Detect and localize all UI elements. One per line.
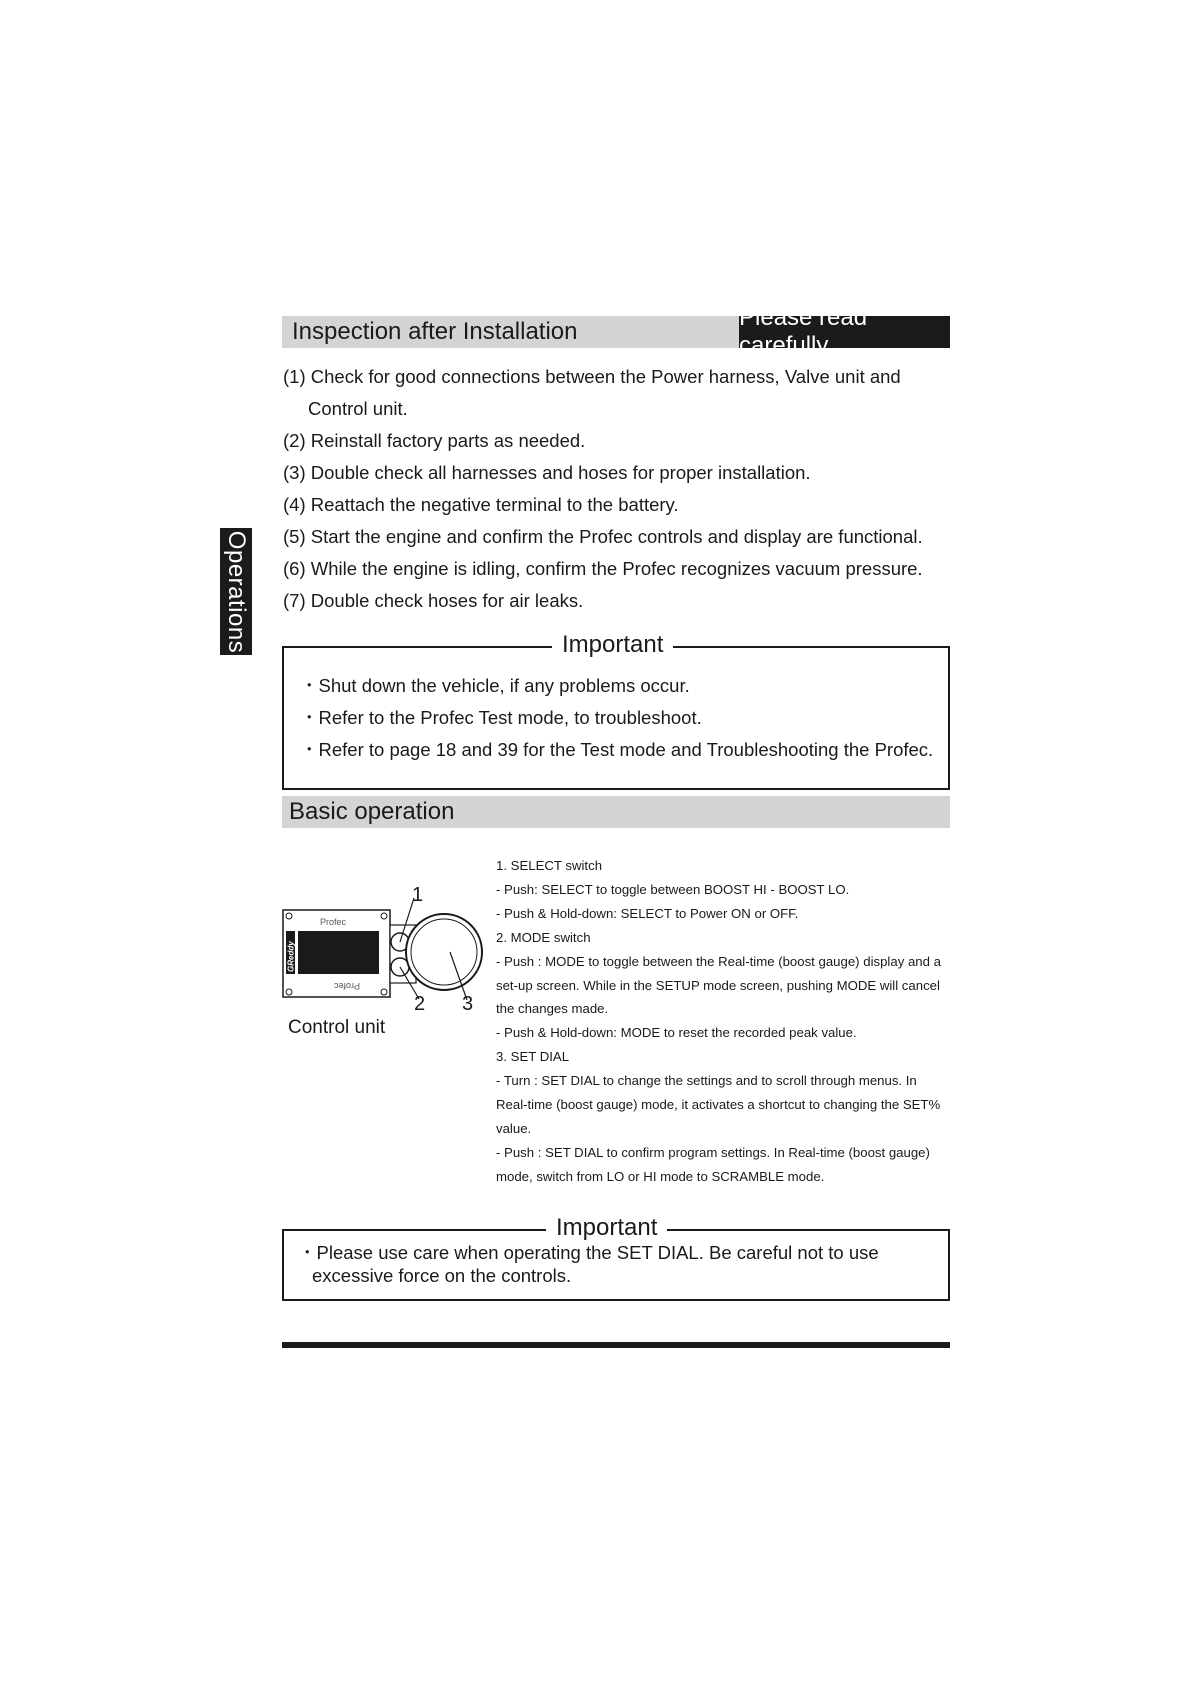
- side-tab-operations: [220, 528, 252, 655]
- side-tab-label: Operations: [223, 530, 250, 653]
- important-item: ・Refer to the Profec Test mode, to troubleshoot.: [300, 707, 702, 728]
- step-item: (2) Reinstall factory parts as needed.: [283, 430, 586, 451]
- brand-text-bottom: Profec: [333, 981, 360, 991]
- step-item: (1) Check for good connections between the Power harness, Valve unit and Control unit.: [283, 366, 901, 419]
- control-unit-diagram: [280, 880, 490, 1020]
- description-line: set-up screen. While in the SETUP mode screen, pushing MODE will cancel: [496, 977, 940, 993]
- basic-operation-title: Basic operation: [289, 798, 455, 825]
- description-line: - Turn : SET DIAL to change the settings and to scroll through menus. In: [496, 1073, 917, 1089]
- description-line: Real-time (boost gauge) mode, it activates a shortcut to changing the SET%: [496, 1097, 941, 1113]
- description-line: - Push & Hold-down: MODE to reset the recorded peak value.: [496, 1025, 857, 1041]
- control-unit-caption: Control unit: [288, 1017, 386, 1038]
- brand-text-top: Profec: [320, 917, 347, 927]
- important-item: ・Shut down the vehicle, if any problems occur.: [300, 675, 690, 696]
- control-unit-body: [283, 910, 390, 997]
- inspection-title: Inspection after Installation: [292, 318, 578, 345]
- important-item: ・Refer to page 18 and 39 for the Test mode and Troubleshooting the Profec.: [300, 739, 934, 760]
- description-line: - Push : MODE to toggle between the Real-time (boost gauge) display and a: [496, 953, 941, 969]
- step-item: (3) Double check all harnesses and hoses for proper installation.: [283, 462, 811, 483]
- inspection-steps: [283, 361, 963, 617]
- callout-2: 2: [414, 993, 426, 1015]
- read-carefully-badge: Please read carefully: [739, 316, 950, 348]
- description-line: - Push: SELECT to toggle between BOOST HI - BOOST LO.: [496, 881, 850, 897]
- description-line: - Push : SET DIAL to confirm program settings. In Real-time (boost gauge): [496, 1144, 930, 1160]
- description-line: 3. SET DIAL: [496, 1049, 570, 1065]
- step-item: (6) While the engine is idling, confirm the Profec recognizes vacuum pressure.: [283, 558, 923, 579]
- inspection-header: [282, 304, 950, 359]
- important-label-2: Important: [546, 1211, 667, 1245]
- logo-text: GReddy: [286, 941, 296, 972]
- step-item: (5) Start the engine and confirm the Profec controls and display are functional.: [283, 526, 923, 547]
- important-item: ・Please use care when operating the SET DIAL. Be careful not to use excessive force on the controls.: [298, 1242, 879, 1286]
- important-list-2: [298, 1241, 918, 1287]
- description-line: 1. SELECT switch: [496, 858, 603, 873]
- description-line: the changes made.: [496, 1001, 609, 1017]
- description-line: value.: [496, 1120, 532, 1136]
- important-label-1: Important: [552, 628, 673, 662]
- description-line: - Push & Hold-down: SELECT to Power ON or OFF.: [496, 905, 799, 921]
- basic-operation-description: [496, 854, 946, 1189]
- callout-1: 1: [412, 884, 424, 906]
- set-dial[interactable]: [406, 914, 482, 990]
- important-list-1: [300, 670, 940, 766]
- description-line: 2. MODE switch: [496, 929, 591, 945]
- callout-3: 3: [462, 993, 474, 1015]
- important-box-2: [282, 1214, 950, 1301]
- description-line: mode, switch from LO or HI mode to SCRAMBLE mode.: [496, 1168, 825, 1184]
- step-item: (4) Reattach the negative terminal to the battery.: [283, 494, 679, 515]
- bottom-rule: [282, 1342, 950, 1348]
- step-item: (7) Double check hoses for air leaks.: [283, 590, 584, 611]
- basic-operation-header: [282, 796, 950, 828]
- important-box-1: [282, 631, 950, 790]
